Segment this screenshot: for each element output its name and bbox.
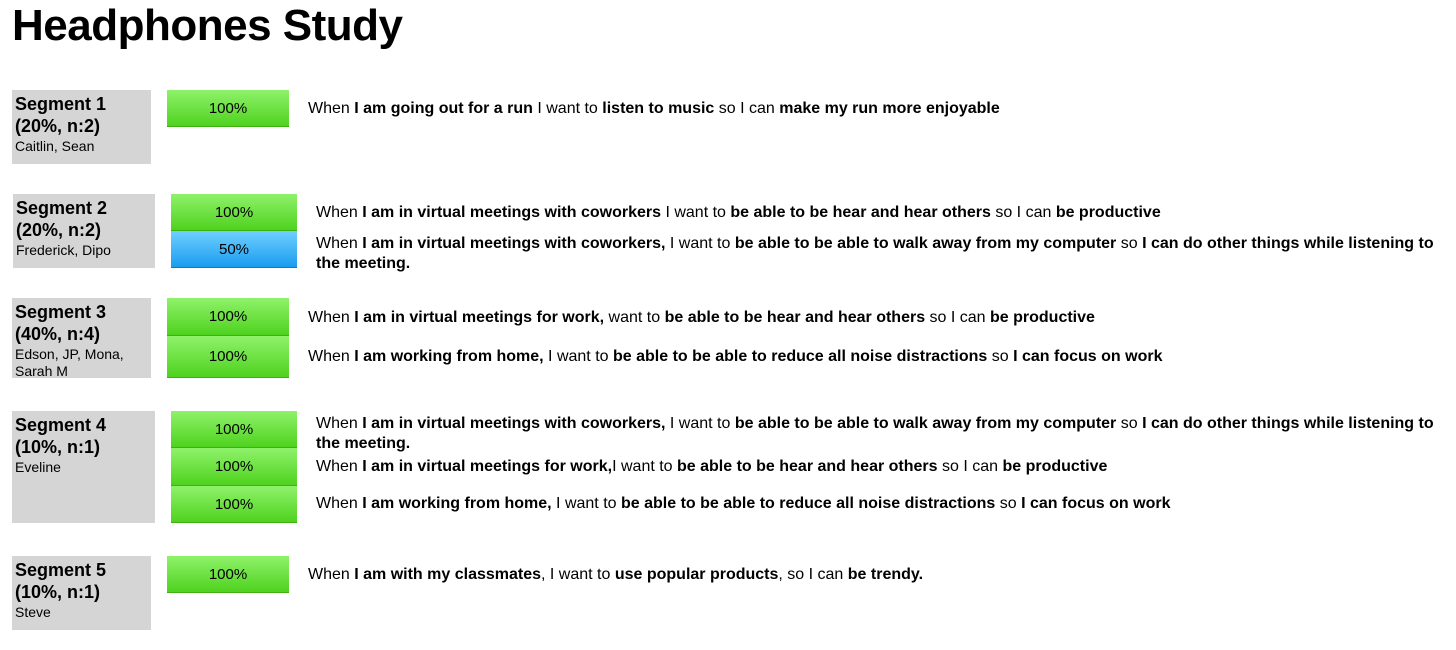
job-statement — [316, 203, 1440, 232]
statement-fragment: When — [316, 235, 363, 252]
statement-fragment: , so I can — [778, 566, 848, 583]
job-statement — [316, 414, 1440, 454]
statement-fragment: want to — [604, 309, 665, 326]
statement-fragment: be trendy. — [847, 566, 924, 583]
statement-fragment: I am in virtual meetings with coworkers, — [362, 235, 666, 252]
statement-fragment: When — [308, 100, 355, 117]
statement-fragment: I am working from home, — [354, 348, 544, 365]
percentage-bar: 100% — [171, 194, 297, 231]
statement-fragment: When — [308, 309, 355, 326]
statement-fragment: When — [316, 415, 363, 432]
segment-title: Segment 3 — [15, 302, 107, 322]
statement-fragment: so I can — [990, 204, 1056, 221]
statement-fragment: I want to — [665, 415, 735, 432]
percentage-bar: 100% — [171, 448, 297, 486]
statement-fragment: be able to be able to walk away from my computer — [734, 235, 1117, 252]
segment-box — [12, 298, 151, 378]
segment-box — [12, 411, 155, 523]
statement-fragment: I want to — [665, 235, 735, 252]
statement-fragment: so I can — [925, 309, 991, 326]
statement-fragment: be able to be able to reduce all noise distractions — [620, 495, 996, 512]
job-statement — [316, 457, 1440, 492]
statement-fragment: so — [1116, 235, 1143, 252]
statement-fragment: be productive — [1055, 204, 1161, 221]
segment-title: Segment 1 — [15, 94, 107, 114]
statement-fragment: When — [316, 204, 363, 221]
job-statement — [308, 347, 1440, 387]
statement-fragment: be able to be hear and hear others — [677, 458, 938, 475]
statement-fragment: I want to — [543, 348, 613, 365]
statement-fragment: , I want to — [541, 566, 615, 583]
segment-stats: (20%, n:2) — [16, 220, 102, 240]
segment-box — [13, 194, 155, 268]
statement-fragment: I am with my classmates — [354, 566, 542, 583]
job-statement — [316, 494, 1440, 534]
segment-members: Eveline — [15, 459, 61, 475]
statement-fragment: I am working from home, — [362, 495, 552, 512]
statement-fragment: I am in virtual meetings for work, — [362, 458, 613, 475]
segment-stats: (40%, n:4) — [15, 324, 101, 344]
segment-title: Segment 2 — [16, 198, 108, 218]
statement-fragment: so I can — [937, 458, 1003, 475]
percentage-bar: 100% — [167, 90, 289, 127]
statement-fragment: I am going out for a run — [354, 100, 533, 117]
percentage-bar: 50% — [171, 231, 297, 268]
statement-fragment: I can do other things while listening to the meeting. — [316, 415, 1434, 452]
statement-fragment: When — [308, 348, 355, 365]
statement-fragment: so — [1116, 415, 1143, 432]
statement-fragment: so — [987, 348, 1014, 365]
statement-fragment: I want to — [661, 204, 731, 221]
job-statement — [308, 565, 1440, 605]
statement-fragment: I am in virtual meetings with coworkers, — [362, 415, 666, 432]
statement-fragment: I want to — [551, 495, 621, 512]
statement-fragment: be able to be able to reduce all noise distractions — [612, 348, 988, 365]
percentage-bar: 100% — [171, 411, 297, 448]
statement-fragment: so — [995, 495, 1022, 512]
statement-fragment: be able to be hear and hear others — [664, 309, 926, 326]
statement-fragment: use popular products — [614, 566, 779, 583]
segment-stats: (10%, n:1) — [15, 437, 101, 457]
statement-fragment: be productive — [1002, 458, 1108, 475]
page-title: Headphones Study — [12, 1, 403, 50]
statement-fragment: I want to — [532, 100, 603, 117]
percentage-bar: 100% — [167, 298, 289, 336]
segment-title: Segment 5 — [15, 560, 107, 580]
statement-fragment: I am in virtual meetings for work, — [354, 309, 605, 326]
segment-members: Steve — [15, 604, 51, 620]
job-statement — [316, 234, 1440, 274]
segment-members: Frederick, Dipo — [16, 242, 111, 258]
segment-stats: (10%, n:1) — [15, 582, 101, 602]
statement-fragment: so I can — [714, 100, 780, 117]
statement-fragment: listen to music — [602, 100, 715, 117]
segment-box — [12, 90, 151, 164]
segment-members: Edson, JP, Mona, Sarah M — [15, 346, 124, 378]
statement-fragment: be able to be able to walk away from my computer — [734, 415, 1117, 432]
statement-fragment: I can focus on work — [1021, 495, 1171, 512]
job-statement — [308, 308, 1440, 345]
statement-fragment: I can focus on work — [1013, 348, 1163, 365]
job-statement — [308, 99, 1440, 139]
statement-fragment: I want to — [612, 458, 678, 475]
percentage-bar: 100% — [167, 556, 289, 593]
segment-members: Caitlin, Sean — [15, 138, 95, 154]
statement-fragment: I am in virtual meetings with coworkers — [362, 204, 661, 221]
statement-fragment: be productive — [990, 309, 1095, 326]
percentage-bar: 100% — [167, 336, 289, 378]
segment-box — [12, 556, 151, 630]
segment-title: Segment 4 — [15, 415, 107, 435]
statement-fragment: I can do other things while listening to the meeting. — [316, 235, 1434, 272]
percentage-bar: 100% — [171, 486, 297, 523]
statement-fragment: When — [316, 495, 363, 512]
statement-fragment: be able to be hear and hear others — [730, 204, 991, 221]
statement-fragment: When — [316, 458, 363, 475]
statement-fragment: make my run more enjoyable — [779, 100, 1000, 117]
segment-stats: (20%, n:2) — [15, 116, 101, 136]
statement-fragment: When — [308, 566, 355, 583]
